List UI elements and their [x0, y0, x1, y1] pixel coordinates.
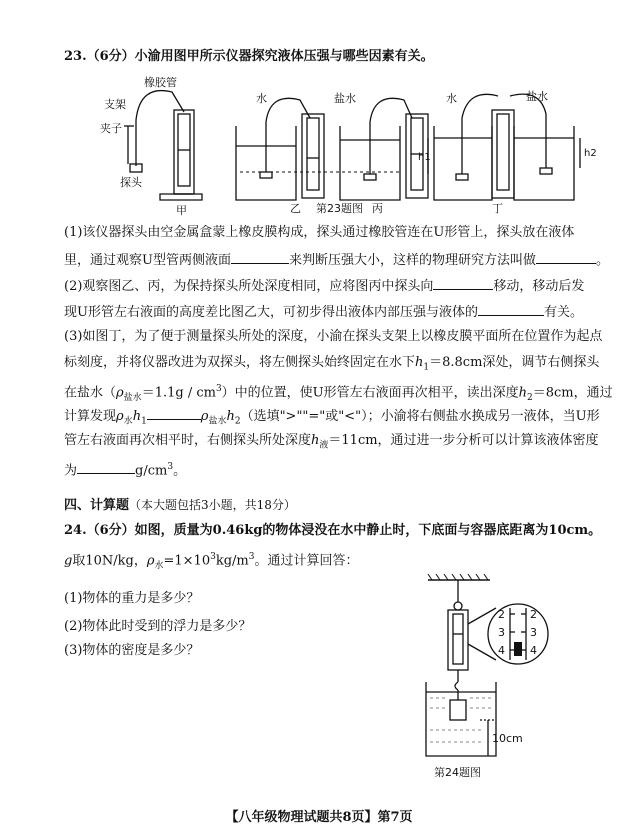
answer-blank[interactable] [231, 250, 289, 264]
label-probe: 探头 [120, 176, 142, 189]
scale-tick-right-3: 3 [530, 626, 537, 639]
figure-caption-23: 第23题图 [316, 202, 363, 215]
q23-p1-line2: 里，通过观察U型管两侧液面 来判断压强大小，这样的物理研究方法叫做 。 [64, 250, 609, 270]
answer-blank[interactable] [433, 276, 493, 290]
q23-p3-line1: (3)如图丁，为了便于测量探头所处的深度，小渝在探头支架上以橡皮膜平面所在位置作为起点 [64, 329, 603, 344]
q23-p3-line2: 标刻度，并将仪器改进为双探头，将左侧探头始终固定在水下$h_1=8.8cm$深处，调节右侧探头 [64, 355, 600, 373]
label-brine-2: 盐水 [526, 90, 548, 103]
apparatus-bing [340, 98, 428, 200]
figure-24 [418, 574, 558, 784]
page-footer: 【八年级物理试题共8页】第7页 [225, 810, 413, 825]
apparatus-yi [236, 98, 324, 200]
water-container [426, 682, 496, 756]
label-ding: 丁 [492, 202, 503, 215]
label-yi: 乙 [290, 202, 301, 215]
q23-p3-line5: 管左右液面再次相平时，右侧探头所处深度$h_液=11cm$，通过进一步分析可以计算该液体密度 [64, 433, 599, 451]
distance-label: 10cm [492, 732, 523, 745]
scale-tick-right-2: 2 [530, 608, 537, 621]
answer-blank[interactable] [478, 302, 544, 316]
apparatus-ding [428, 94, 580, 200]
q24-line1: 24.（6分）如图，质量为0.46kg的物体浸没在水中静止时，下底面与容器底距离为10cm。 [64, 523, 602, 538]
spring-scale [448, 602, 496, 700]
scale-tick-left-4: 4 [498, 644, 505, 657]
q23-header: 23.（6分）小渝用图甲所示仪器探究液体压强与哪些因素有关。 [64, 49, 434, 64]
q24-sub2: (2)物体此时受到的浮力是多少？ [64, 619, 252, 634]
q23-p1-line1: (1)该仪器探头由空金属盒蒙上橡皮膜构成，探头通过橡胶管连在U形管上，探头放在液体 [64, 225, 575, 240]
figure-23 [100, 74, 600, 224]
label-clip: 夹子 [100, 122, 122, 135]
q24-sub1: (1)物体的重力是多少？ [64, 591, 200, 606]
label-water-2: 水 [446, 92, 457, 105]
answer-blank[interactable] [77, 460, 135, 474]
q24-sub3: (3)物体的密度是多少？ [64, 643, 200, 658]
scale-tick-left-2: 2 [498, 608, 505, 621]
label-jia: 甲 [176, 204, 187, 217]
q24-line2: g取10N/kg，$\rho_水=1\times 10^3kg/m^3$。通过计算回答： [64, 552, 359, 571]
label-h1: h1 [418, 152, 431, 163]
label-rubber-tube: 橡胶管 [144, 76, 177, 89]
figure-caption-24: 第24题图 [434, 766, 481, 779]
q23-p2-line1: (2)观察图乙、丙，为保持探头所处深度相同，应将图丙中探头向 移动，移动后发 [64, 276, 584, 296]
section-4-header: 四、计算题（本大题包括3小题，共18分） [64, 498, 296, 513]
q23-p3-line6: 为 $g/cm^3$。 [64, 462, 187, 479]
answer-blank[interactable] [147, 406, 201, 420]
label-water-1: 水 [256, 92, 267, 105]
label-bracket: 支架 [104, 98, 126, 111]
label-h2: h2 [584, 148, 597, 159]
q23-p2-line2: 现U形管左右液面的高度差比图乙大，可初步得出液体内部压强与液体的 有关。 [64, 302, 583, 322]
answer-blank[interactable] [536, 250, 596, 264]
label-bing: 丙 [372, 202, 383, 215]
q23-p3-line3: 在盐水$(\rho_{盐水}=1.1g / cm^3)$中的位置，使U形管左右液面再次相平，读出深度$h_2=8cm$，通过 [64, 384, 613, 403]
scale-tick-left-3: 3 [498, 626, 505, 639]
scale-tick-right-4: 4 [530, 644, 537, 657]
q23-p3-line4: 计算发现$\rho_水h_1$ $\rho_{盐水}h_2$（选填">""="或"<"）；小渝将右侧盐水换成另一液体，当U形 [64, 406, 600, 431]
label-brine-1: 盐水 [334, 92, 356, 105]
